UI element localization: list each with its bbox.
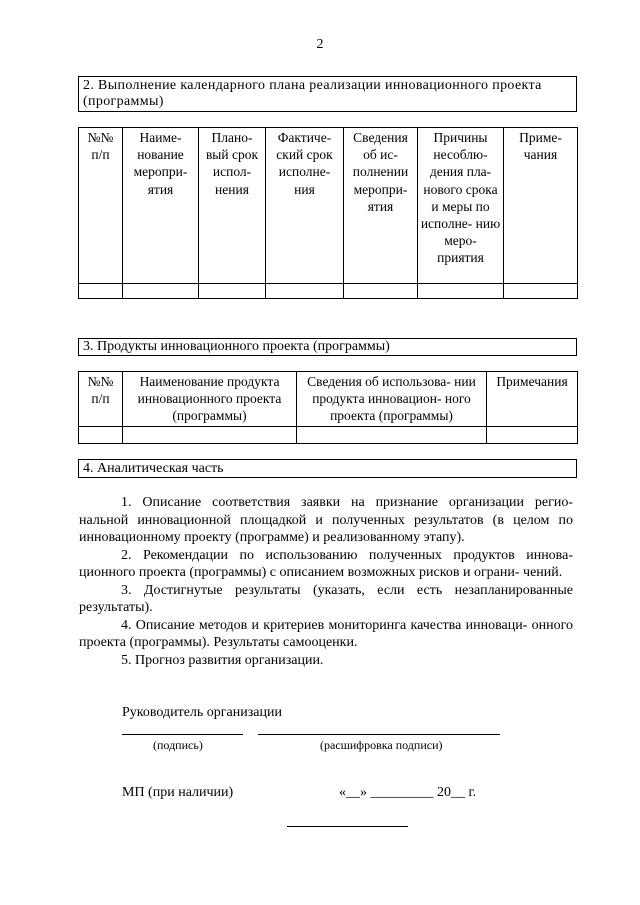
table-cell — [123, 427, 297, 444]
signature-decode-line — [258, 734, 500, 735]
table-row — [79, 427, 578, 444]
products-table — [78, 371, 578, 444]
page-number: 2 — [316, 37, 324, 52]
column-header-notes: Примечания — [487, 372, 578, 427]
analysis-item: 2. Рекомендации по использованию полученных продуктов иннова- ционного проекта (программы) с описанием возможных рисков и ограни- чений. — [79, 547, 573, 580]
table-cell — [266, 284, 344, 299]
table-cell — [79, 284, 123, 299]
column-header-number: №№ п/п — [79, 128, 123, 284]
table-row — [79, 284, 578, 299]
table-cell — [79, 427, 123, 444]
column-header-non-compliance-reasons: Причины несоблю- дения пла- нового срока и меры по исполне- нию меро- приятия — [418, 128, 504, 284]
bottom-divider — [287, 826, 408, 827]
calendar-plan-table — [78, 127, 578, 299]
table-cell — [123, 284, 199, 299]
table-cell — [504, 284, 578, 299]
analysis-list — [79, 494, 573, 669]
signature-caption: (подпись) — [153, 738, 203, 752]
column-header-product-name: Наименование продукта инновационного проекта (программы) — [123, 372, 297, 427]
table-cell — [418, 284, 504, 299]
table-cell — [199, 284, 266, 299]
column-header-planned-date: Плано- вый срок испол- нения — [199, 128, 266, 284]
table-cell — [344, 284, 418, 299]
column-header-number: №№ п/п — [79, 372, 123, 427]
table-cell — [297, 427, 487, 444]
column-header-product-usage: Сведения об использова- нии продукта инновацион- ного проекта (программы) — [297, 372, 487, 427]
analysis-item: 1. Описание соответствия заявки на признание организации регио- нальной инновационной площадкой и полученных результатов (в целом по инновационному проекту (программе) и реализованному этапу). — [79, 495, 573, 545]
column-header-event-name: Наиме- нование меропри- ятия — [123, 128, 199, 284]
signature-decode-caption: (расшифровка подписи) — [320, 738, 443, 752]
column-header-execution-info: Сведения об ис- полнении меропри- ятия — [344, 128, 418, 284]
section-3-title: 3. Продукты инновационного проекта (программы) — [78, 338, 577, 356]
table-cell — [487, 427, 578, 444]
section-4-title: 4. Аналитическая часть — [78, 459, 577, 478]
analysis-item: 4. Описание методов и критериев мониторинга качества инноваци- онного проекта (программы). Результаты самооценки. — [79, 617, 573, 650]
analysis-item: 3. Достигнутые результаты (указать, если есть незапланированные результаты). — [79, 582, 573, 615]
signature-line — [122, 734, 243, 735]
analysis-item: 5. Прогноз развития организации. — [121, 652, 324, 668]
date-field: «__» _________ 20__ г. — [339, 785, 477, 800]
column-header-actual-date: Фактиче- ский срок исполне- ния — [266, 128, 344, 284]
stamp-label: МП (при наличии) — [122, 785, 234, 800]
signature-title: Руководитель организации — [122, 705, 282, 720]
section-2-title: 2. Выполнение календарного плана реализации инновационного проекта (программы) — [78, 76, 577, 112]
column-header-notes: Приме- чания — [504, 128, 578, 284]
